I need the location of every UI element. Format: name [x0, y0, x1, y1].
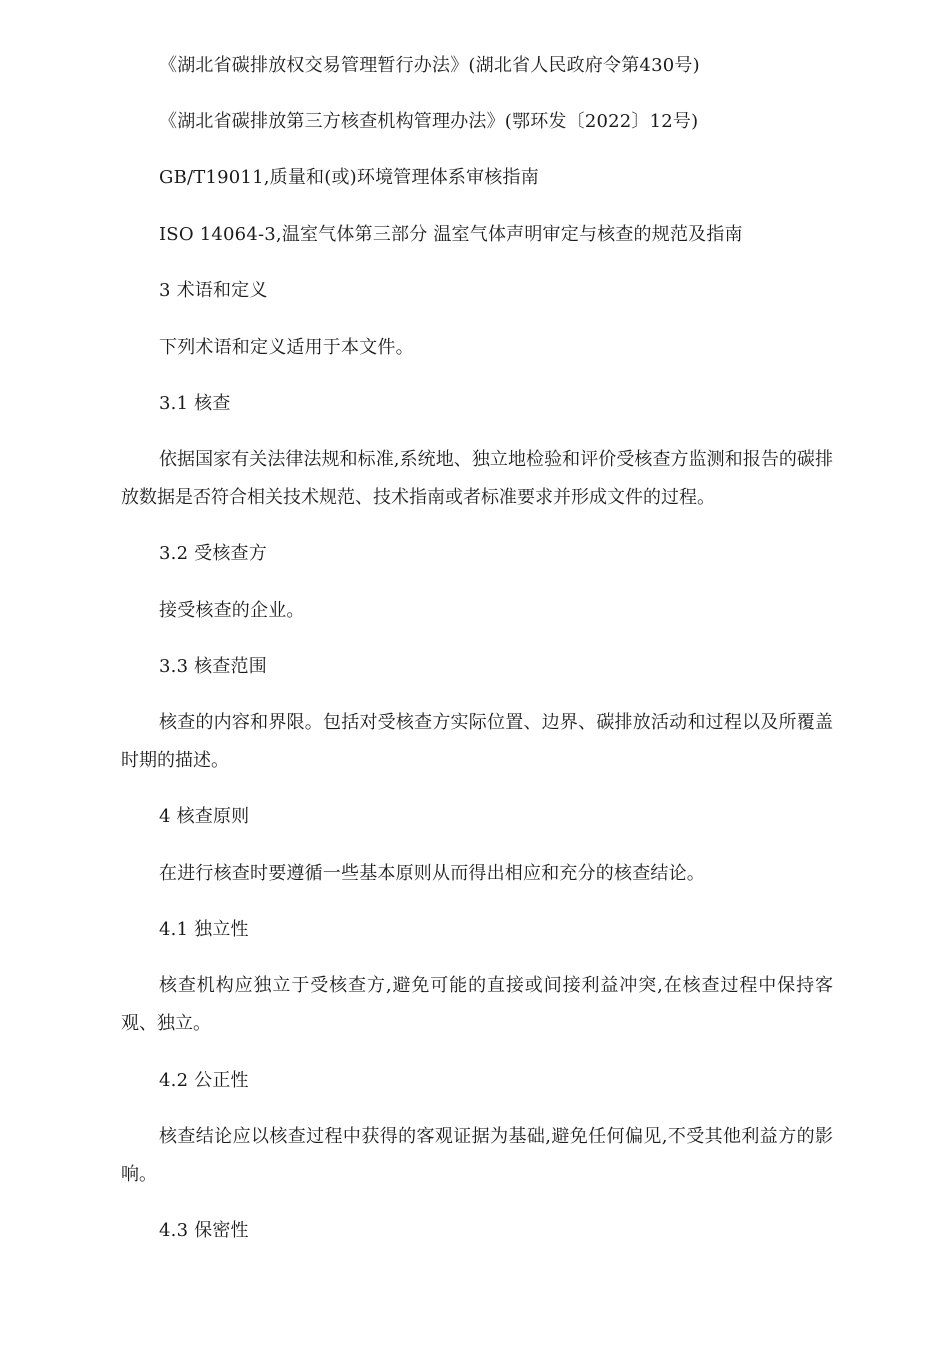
section-3-1-paragraph: 依据国家有关法律法规和标准,系统地、独立地检验和评价受核查方监测和报告的碳排放数据是否符合相关技术规范、技术指南或者标准要求并形成文件的过程。	[121, 449, 833, 508]
section-3-2-heading: 3.2 受核查方	[159, 543, 267, 564]
section-3-heading: 3 术语和定义	[159, 280, 268, 301]
section-4-3-heading: 4.3 保密性	[159, 1220, 249, 1241]
reference-gb-t19011: GB/T19011,质量和(或)环境管理体系审核指南	[159, 167, 539, 188]
section-3-intro: 下列术语和定义适用于本文件。	[159, 337, 414, 358]
section-3-1-heading: 3.1 核查	[159, 393, 231, 414]
section-3-2-paragraph: 接受核查的企业。	[159, 600, 305, 621]
reference-iso-14064-3: ISO 14064-3,温室气体第三部分 温室气体声明审定与核查的规范及指南	[159, 224, 743, 245]
section-4-intro: 在进行核查时要遵循一些基本原则从而得出相应和充分的核查结论。	[159, 863, 705, 884]
reference-hubei-third-party-measures: 《湖北省碳排放第三方核查机构管理办法》(鄂环发〔2022〕12号)	[159, 111, 699, 132]
section-3-3-paragraph: 核查的内容和界限。包括对受核查方实际位置、边界、碳排放活动和过程以及所覆盖时期的描述。	[121, 712, 833, 771]
section-3-3-heading: 3.3 核查范围	[159, 656, 267, 677]
section-4-1-heading: 4.1 独立性	[159, 919, 249, 940]
section-4-2-heading: 4.2 公正性	[159, 1070, 249, 1091]
section-4-2-paragraph: 核查结论应以核查过程中获得的客观证据为基础,避免任何偏见,不受其他利益方的影响。	[121, 1126, 833, 1185]
section-4-heading: 4 核查原则	[159, 806, 250, 827]
reference-hubei-trading-measures: 《湖北省碳排放权交易管理暂行办法》(湖北省人民政府令第430号)	[159, 55, 700, 76]
section-4-1-paragraph: 核查机构应独立于受核查方,避免可能的直接或间接利益冲突,在核查过程中保持客观、独立。	[121, 975, 833, 1034]
